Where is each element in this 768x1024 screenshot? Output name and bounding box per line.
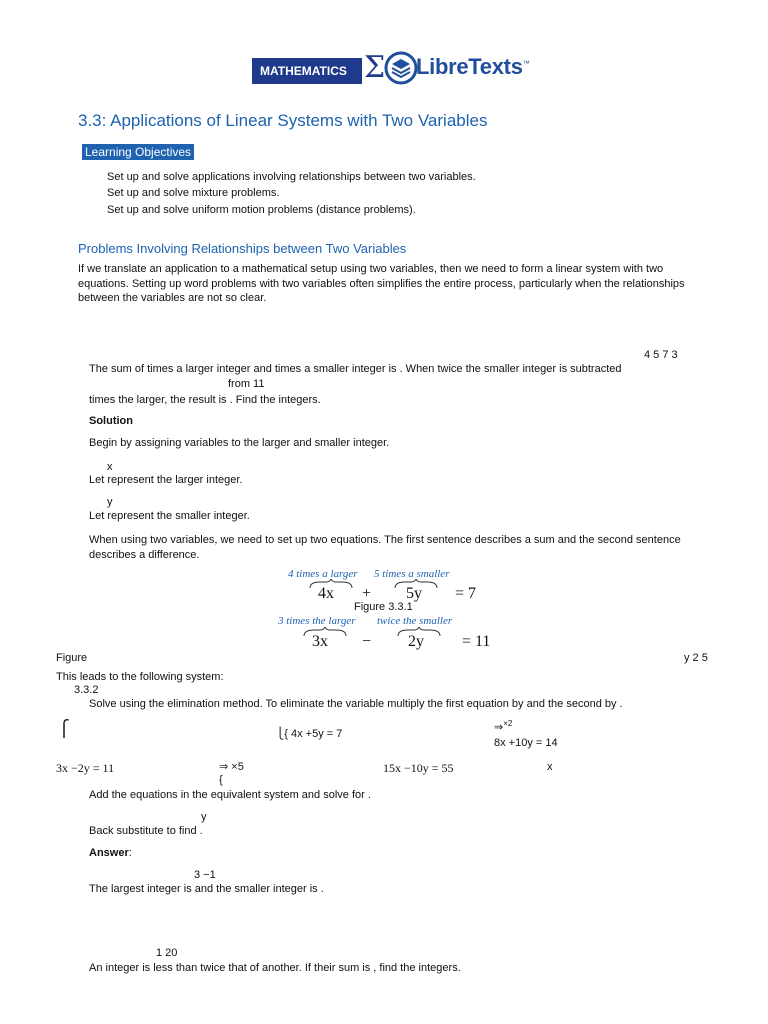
system-small-brace: {	[219, 774, 223, 786]
logo-mathematics-banner: MATHEMATICS	[252, 58, 362, 84]
system-equation-2: 3x −2y = 11	[56, 761, 115, 775]
logo-tm: ™	[522, 60, 530, 68]
leads-to-text: This leads to the following system:	[56, 671, 224, 683]
result-equation-1: 8x +10y = 14	[494, 737, 558, 749]
result-equation-2: 15x −10y = 55	[383, 761, 454, 775]
section-intro: If we translate an application to a mathematical setup using two variables, then we need to form a linear system with two equations. Setting up word problems with two variables often simplifies the entire process, particularly when the relationships between the variables are not so clear.	[78, 263, 685, 305]
add-equations-text: Add the equations in the equivalent system and solve for .	[89, 789, 371, 801]
logo-libretexts-wordmark	[416, 54, 529, 80]
figure-equals-11: = 11	[462, 633, 491, 650]
var-x-solve: x	[547, 761, 553, 773]
problem-line-1: The sum of times a larger integer and times a smaller integer is . When twice the smaller integer is subtracted	[89, 363, 622, 375]
figure-number-3-3-2: 3.3.2	[74, 684, 99, 696]
objective-item-1: Set up and solve applications involving relationships between two variables.	[107, 171, 476, 183]
problem-numbers: 4 5 7 3	[644, 349, 678, 361]
exercise-text: An integer is less than twice that of another. If their sum is , find the integers.	[89, 962, 461, 974]
problem-line-2: times the larger, the result is . Find the integers.	[89, 394, 321, 406]
multiplier-2: ×2	[503, 719, 513, 728]
var-y-solve: y	[201, 811, 207, 823]
objective-item-3: Set up and solve uniform motion problems (distance problems).	[107, 204, 416, 216]
system-open-brace: ⎧	[58, 721, 70, 738]
learning-objectives-box	[82, 145, 194, 161]
arrow-times-5: ⇒ ×5	[219, 761, 244, 773]
exercise-numbers: 1 20	[156, 947, 178, 959]
objective-item-2: Set up and solve mixture problems.	[107, 187, 280, 199]
var-y-label: y	[107, 496, 113, 508]
figure-term-5y: 5y	[406, 585, 422, 602]
arrow-icon: ⇒	[494, 721, 504, 734]
let-x-text: Let represent the larger integer.	[89, 474, 243, 486]
figure-label: Figure	[56, 652, 88, 664]
y-2-5-values: y 2 5	[684, 652, 708, 664]
learning-objectives-label: Learning Objectives	[82, 144, 194, 160]
figure-term-2y: 2y	[408, 633, 424, 650]
logo-sigma-glyph: Σ	[364, 50, 386, 85]
two-variables-text: When using two variables, we need to set up two equations. The first sentence describes a sum and the second sentence describes a difference.	[89, 534, 681, 561]
problem-from-11: from 11	[228, 378, 265, 390]
figure-minus: −	[362, 633, 372, 650]
answer-heading	[89, 847, 132, 861]
var-x-label: x	[107, 461, 113, 473]
libretexts-stack-icon	[384, 48, 418, 88]
figure-annotation-5-times: 5 times a smaller	[374, 568, 450, 580]
answer-colon: :	[128, 847, 132, 859]
arrow-times-2	[494, 719, 512, 735]
figure-annotation-3-times: 3 times the larger	[278, 615, 356, 627]
figure-annotation-4-times: 4 times a larger	[288, 568, 358, 580]
figure-equals-7: = 7	[455, 585, 477, 602]
figure-term-3x: 3x	[312, 633, 328, 650]
page-title: 3.3: Applications of Linear Systems with Two Variables	[78, 111, 488, 130]
answer-text: The largest integer is and the smaller integer is .	[89, 883, 324, 895]
logo-libretexts-text: LibreTexts	[416, 54, 523, 79]
figure-annotation-twice: twice the smaller	[377, 615, 453, 627]
figure-term-4x: 4x	[318, 585, 334, 602]
figure-caption: Figure 3.3.1	[354, 601, 413, 613]
answer-label: Answer	[89, 847, 129, 859]
elimination-text: Solve using the elimination method. To eliminate the variable multiply the first equation by and the second by .	[89, 698, 623, 710]
section-heading: Problems Involving Relationships between Two Variables	[78, 241, 407, 256]
back-substitute-text: Back substitute to find .	[89, 825, 203, 837]
let-y-text: Let represent the smaller integer.	[89, 510, 250, 522]
solution-label: Solution	[89, 415, 133, 427]
solution-begin: Begin by assigning variables to the larger and smaller integer.	[89, 437, 390, 449]
figure-plus: +	[362, 585, 372, 602]
answer-values: 3 −1	[194, 869, 216, 881]
system-equation-1: ⎩{ 4x +5y = 7	[276, 728, 343, 740]
